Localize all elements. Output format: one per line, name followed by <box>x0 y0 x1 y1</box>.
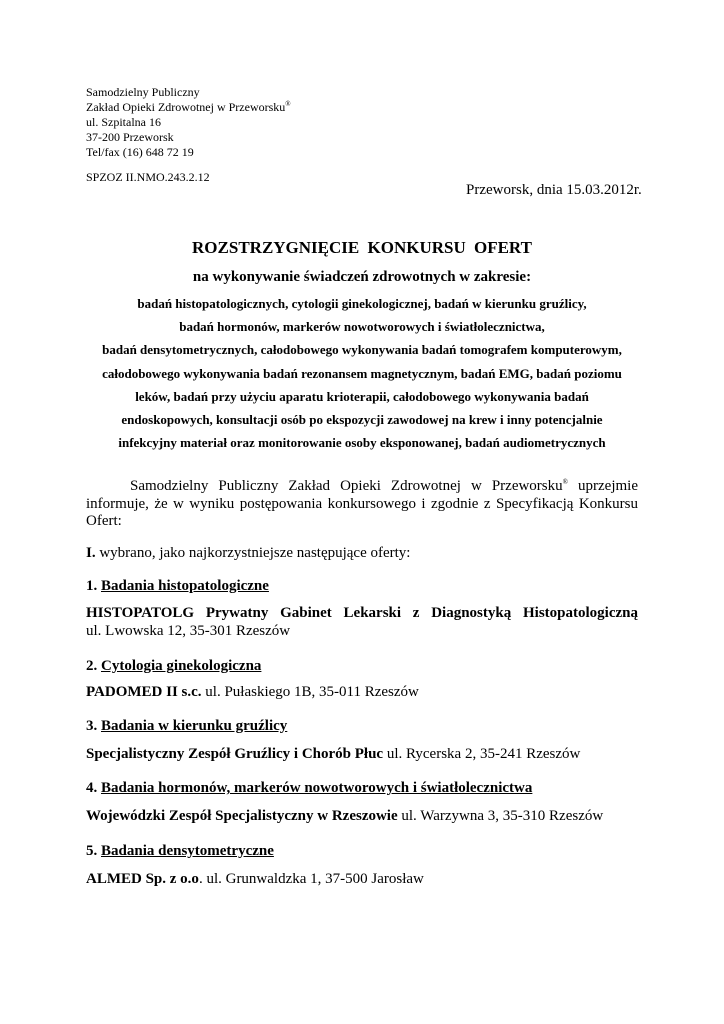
intro-registered-mark: ® <box>562 478 568 486</box>
intro-text-b: uprzejmie informuje, że w wyniku postępowania konkursowego i zgodnie z Specyfikacją Konkursu Ofert: <box>86 478 638 529</box>
winner-address: ul. Rycerska 2, 35-241 Rzeszów <box>383 746 581 762</box>
winner-word: Diagnostyką <box>431 605 512 621</box>
section-winner <box>86 746 580 763</box>
section-heading <box>86 843 274 860</box>
scope-line: badań histopatologicznych, cytologii ginekologicznej, badań w kierunku gruźlicy, <box>137 296 587 311</box>
date-line: Przeworsk, dnia 15.03.2012r. <box>466 182 642 198</box>
winner-name: ALMED Sp. z o.o <box>86 871 199 887</box>
selection-text: wybrano, jako najkorzystniejsze następujące oferty: <box>95 545 411 561</box>
winner-word: HISTOPATOLG <box>86 605 195 621</box>
section-number: 1. <box>86 578 98 594</box>
intro-paragraph <box>86 478 638 531</box>
section-title: Badania histopatologiczne <box>101 578 269 594</box>
section-title: Cytologia ginekologiczna <box>101 658 262 674</box>
section-number: 2. <box>86 658 98 674</box>
winner-word: Lekarski <box>343 605 402 621</box>
section-winner <box>86 871 424 888</box>
org-name-text: Zakład Opieki Zdrowotnej w Przeworsku <box>86 100 286 114</box>
winner-address: ul. Pułaskiego 1B, 35-011 Rzeszów <box>201 684 419 700</box>
scope-line: badań densytometrycznych, całodobowego wykonywania badań tomografem komputerowym, <box>102 342 622 358</box>
section-number: 5. <box>86 843 98 859</box>
selection-numeral: I. <box>86 545 96 561</box>
scope-line: leków, badań przy użyciu aparatu krioterapii, całodobowego wykonywania badań <box>135 388 589 404</box>
registered-mark: ® <box>285 100 291 108</box>
scope-list <box>80 292 644 454</box>
winner-address: ul. Warzywna 3, 35-310 Rzeszów <box>397 808 604 824</box>
org-street: ul. Szpitalna 16 <box>86 115 161 129</box>
scope-line: endoskopowych, konsultacji osób po ekspozycji zawodowej na krew i inny potencjalnie <box>121 412 603 428</box>
org-name-line2 <box>86 100 291 115</box>
section-heading <box>86 718 287 735</box>
section-number: 4. <box>86 780 98 796</box>
org-city: 37-200 Przeworsk <box>86 130 174 144</box>
winner-address: . ul. Grunwaldzka 1, 37-500 Jarosław <box>198 871 424 887</box>
scope-line: badań hormonów, markerów nowotworowych i światłolecznictwa, <box>179 319 545 335</box>
winner-word: Gabinet <box>280 605 332 621</box>
document-title: ROZSTRZYGNIĘCIE KONKURSU OFERT <box>192 238 532 257</box>
reference-number: SPZOZ II.NMO.243.2.12 <box>86 170 210 184</box>
selection-statement <box>86 545 410 562</box>
section-title: Badania w kierunku gruźlicy <box>101 718 288 734</box>
section-number: 3. <box>86 718 98 734</box>
scope-line: infekcyjny materiał oraz monitorowanie osoby eksponowanej, badań audiometrycznych <box>118 435 606 451</box>
winner-name: PADOMED II s.c. <box>86 684 202 700</box>
org-name-line1: Samodzielny Publiczny <box>86 85 200 99</box>
winner-word: Prywatny <box>205 605 269 621</box>
organization-header <box>86 85 291 160</box>
intro-text-a: Samodzielny Publiczny Zakład Opieki Zdrowotnej w Przeworsku <box>130 478 563 494</box>
section-heading <box>86 658 261 675</box>
winner-word: z <box>412 605 420 621</box>
section-winner <box>86 604 638 640</box>
scope-line: całodobowego wykonywania badań rezonansem magnetycznym, badań EMG, badań poziomu <box>102 365 622 381</box>
org-phone: Tel/fax (16) 648 72 19 <box>86 145 194 159</box>
section-winner <box>86 808 603 825</box>
winner-name: Specjalistyczny Zespół Gruźlicy i Chorób Płuc <box>86 746 384 762</box>
section-heading <box>86 780 532 797</box>
winner-word: Histopatologiczną <box>523 605 638 621</box>
section-title: Badania hormonów, markerów nowotworowych i światłolecznictwa <box>101 780 533 796</box>
section-title: Badania densytometryczne <box>101 843 274 859</box>
winner-name: Wojewódzki Zespół Specjalistyczny w Rzeszowie <box>86 808 398 824</box>
section-winner <box>86 684 419 701</box>
winner-name-line <box>86 604 638 622</box>
winner-address: ul. Lwowska 12, 35-301 Rzeszów <box>86 623 291 639</box>
section-heading <box>86 578 269 595</box>
document-subtitle: na wykonywanie świadczeń zdrowotnych w zakresie: <box>192 269 532 285</box>
